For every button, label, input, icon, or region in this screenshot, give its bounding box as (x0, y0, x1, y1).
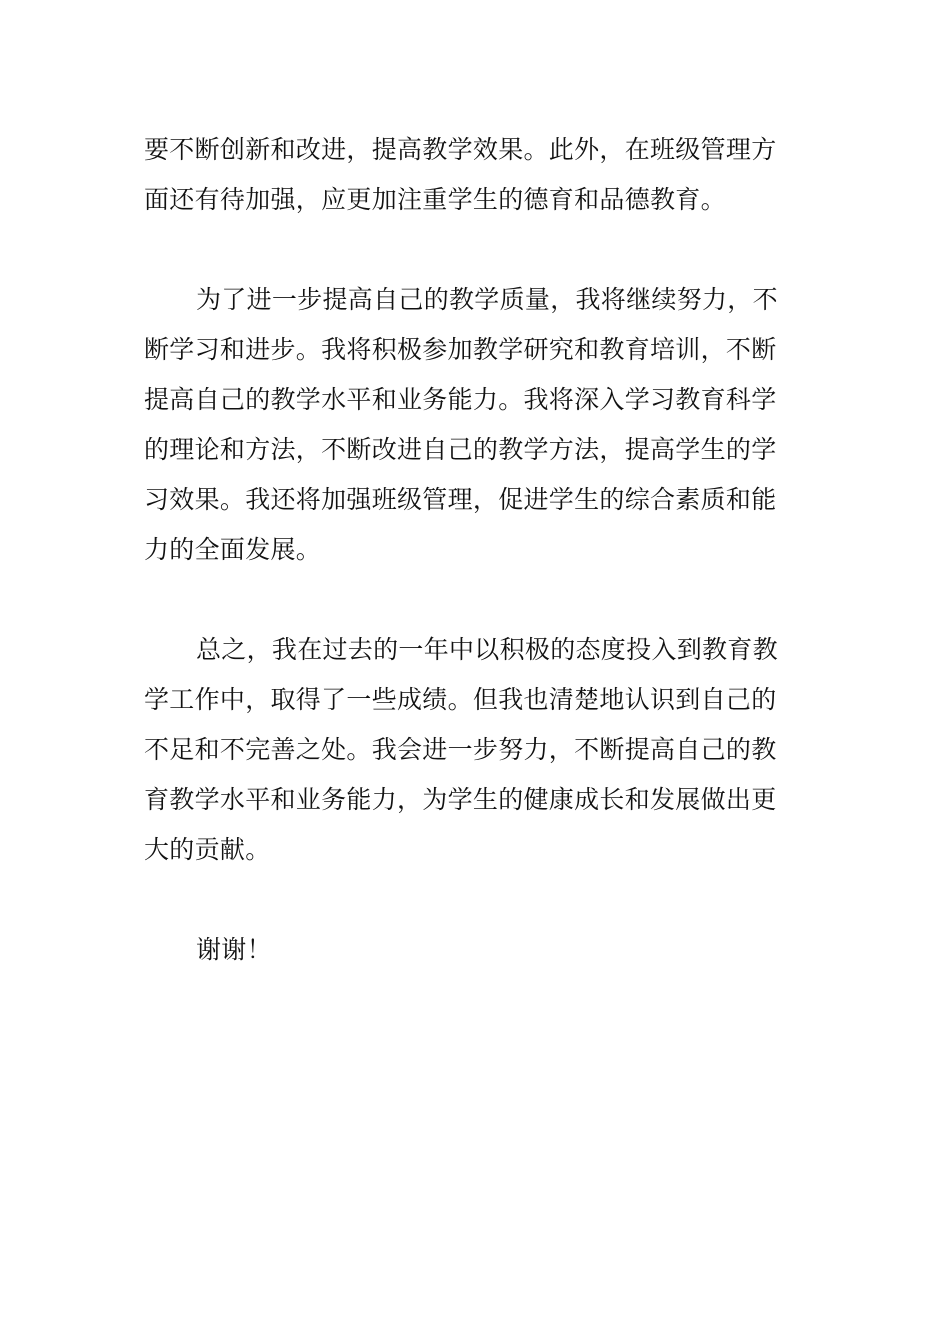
closing-paragraph (144, 925, 809, 975)
document-body (144, 125, 809, 1025)
paragraph-line: 学工作中，取得了一些成绩。但我也清楚地认识到自己的 (144, 685, 777, 714)
paragraph-line: 习效果。我还将加强班级管理，促进学生的综合素质和能 (144, 485, 777, 514)
paragraph-line: 育教学水平和业务能力，为学生的健康成长和发展做出更 (144, 785, 777, 814)
paragraph-line: 大的贡献。 (144, 835, 271, 864)
paragraph-line: 提高自己的教学水平和业务能力。我将深入学习教育科学 (144, 385, 777, 414)
paragraph-line: 力的全面发展。 (144, 535, 322, 564)
paragraph-line: 的理论和方法，不断改进自己的教学方法，提高学生的学 (144, 435, 777, 464)
paragraph-1 (144, 125, 809, 225)
paragraph-line: 面还有待加强，应更加注重学生的德育和品德教育。 (144, 185, 726, 214)
paragraph-line: 为了进一步提高自己的教学质量，我将继续努力，不 (196, 285, 778, 314)
paragraph-line: 总之，我在过去的一年中以积极的态度投入到教育教 (196, 635, 778, 664)
paragraph-3 (144, 625, 809, 875)
paragraph-line: 断学习和进步。我将积极参加教学研究和教育培训，不断 (144, 335, 777, 364)
paragraph-line: 要不断创新和改进，提高教学效果。此外，在班级管理方 (144, 135, 777, 164)
closing-line: 谢谢！ (196, 935, 272, 964)
paragraph-line: 不足和不完善之处。我会进一步努力，不断提高自己的教 (144, 735, 777, 764)
paragraph-2 (144, 275, 809, 575)
